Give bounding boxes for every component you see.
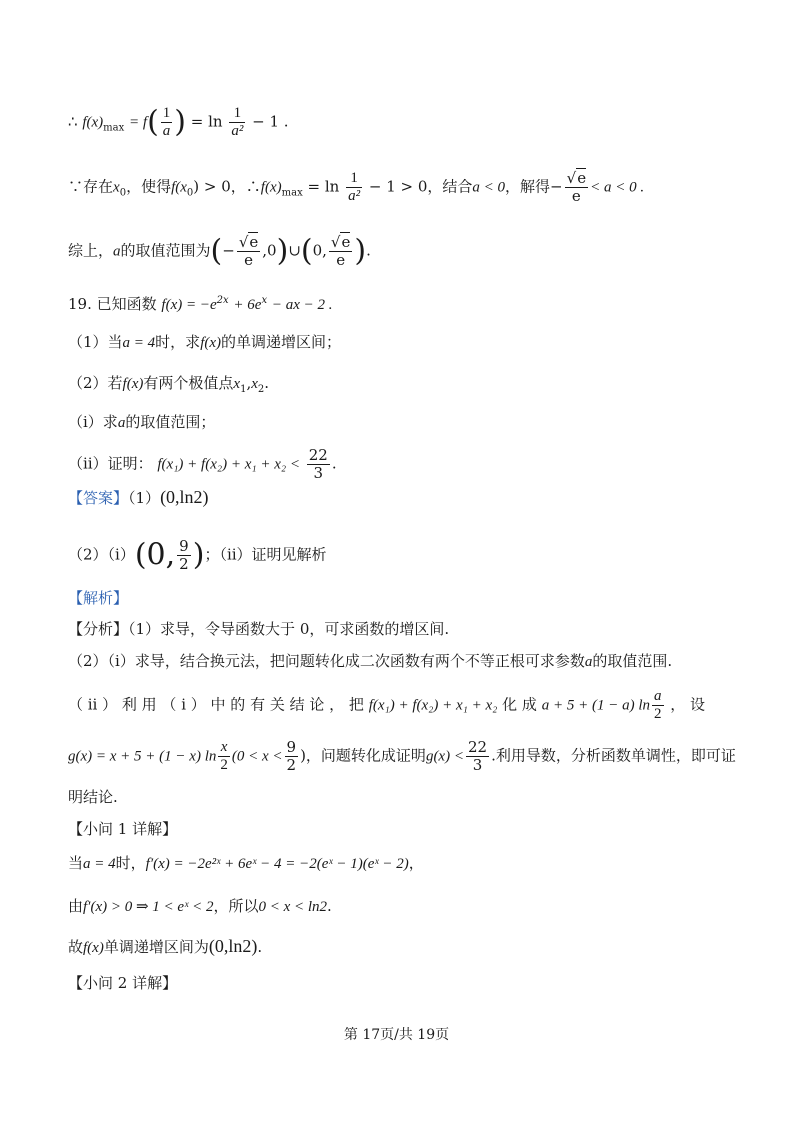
comma-zero: ,0 — [262, 241, 277, 260]
conclude-text: 明结论. — [68, 788, 118, 806]
x2: x — [251, 376, 258, 392]
line-part1-heading — [68, 818, 177, 840]
x0-sub: 0 — [119, 187, 127, 199]
gx-lt: g(x) < — [425, 748, 464, 765]
union-symbol: ∪ — [288, 241, 301, 260]
line-increasing-cond — [68, 895, 332, 918]
line-q1 — [68, 331, 341, 354]
var-a-2: a — [117, 415, 126, 431]
fx-3: f(x) — [83, 940, 104, 956]
zero-comma: 0, — [312, 241, 327, 260]
answer-1-interval: (0,ln2) — [160, 487, 209, 507]
q2i-text: 的取值范围； — [125, 413, 216, 431]
minus-one: − 1 . — [252, 112, 289, 131]
line-q2ii — [68, 447, 337, 482]
fenxi-2ii-text: （ ⅱ ） 利 用 （ ⅰ ） 中 的 有 关 结 论 ， 把 — [68, 695, 364, 714]
eq-ln-2: = ln — [307, 177, 340, 196]
line-conclusion-range: 综上，a的取值范围为(− $\frac{√e}{e}$ ,0)∪(0, $\frac{√e}{e}$ ). — [68, 233, 371, 269]
line-fenxi — [68, 618, 449, 640]
increasing-expr: f′(x) > 0 ⇒ 1 < eˣ < 2 — [83, 899, 214, 915]
line-fenxi-2ii — [68, 688, 705, 723]
period-3: . — [331, 454, 337, 473]
q2i-label: （ⅰ）求 — [68, 413, 118, 431]
frac-22-3-b: $\frac{22}{3}$ — [467, 738, 488, 774]
cond-a-neg: a < 0 — [472, 179, 506, 196]
line-derivative — [68, 852, 424, 875]
fenxi-2i-text: （2）（ⅰ）求导，结合换元法，把问题转化成二次函数有两个不等正根可求参数 — [68, 652, 585, 670]
eq-ln: = ln — [190, 112, 223, 131]
so-text: ，所以 — [213, 897, 259, 915]
therefore-text: ，∴ — [230, 177, 261, 196]
q1-ask: 的单调递增区间； — [221, 333, 342, 351]
frac-9-2: $\frac{9}{2}$ — [179, 537, 189, 573]
x1-sub: 1 — [240, 384, 247, 395]
frac-one-over-a2-b: $\frac{1}{\text{a²}}$ — [348, 170, 361, 204]
line-part2-heading — [68, 972, 177, 994]
line-fenxi-2i — [68, 650, 672, 673]
neg-sign: − — [550, 177, 563, 196]
fmax-expr: f(x) — [82, 114, 104, 131]
interval-answer: (0,ln2) — [208, 936, 258, 956]
text-combine: ，结合 — [427, 177, 473, 196]
interval-close: ) — [192, 537, 205, 573]
var-a: a — [113, 243, 121, 260]
text-solve: ，解得 — [505, 177, 551, 196]
q2ii-label: （ⅱ）证明： — [68, 454, 153, 473]
let-text: ， 设 — [670, 695, 706, 714]
q1-label: （1）当 — [68, 333, 123, 351]
range-close: ) — [300, 746, 306, 765]
answer-1-label: （1） — [128, 489, 161, 507]
interval-text: 单调递增区间为 — [103, 938, 209, 956]
fenxi-text: （1）求导，令导函数大于 0，可求函数的增区间. — [128, 620, 450, 638]
answer-2-label: （2）（ⅰ） — [68, 545, 135, 564]
q1-text: 时，求 — [155, 333, 201, 351]
time-text: 时， — [115, 854, 146, 872]
frac-9-2-b: $\frac{9}{2}$ — [286, 738, 297, 774]
line-conclude — [68, 786, 118, 808]
derivative-expr: f′(x) = −2e²ˣ + 6eˣ − 4 = −2(eˣ − 1)(eˣ − 2) — [145, 856, 409, 872]
fenxi-tag: 【分析】 — [68, 620, 129, 638]
fx-2: f(x) — [122, 376, 144, 392]
x2-sub: 2 — [257, 384, 265, 395]
x1: x — [233, 376, 241, 392]
fx-def-part1: f(x) = −e — [161, 297, 217, 313]
fx-def-part3: − ax − 2 . — [271, 297, 333, 313]
fx: f(x) — [200, 335, 222, 351]
sum-expr: f(x₁) + f(x₂) + x₁ + x₂ < — [157, 456, 300, 473]
comma: , — [246, 374, 252, 392]
hence-text: 故 — [68, 938, 84, 956]
period: . — [366, 241, 371, 260]
line-q2 — [68, 372, 269, 401]
x-range: 0 < x < ln2 — [258, 899, 328, 915]
line-gx-def — [68, 739, 736, 774]
part2-heading: 【小问 2 详解】 — [68, 974, 178, 992]
cond-a-4-b: a = 4 — [83, 856, 116, 872]
answer-2-text: ；（ⅱ）证明见解析 — [204, 545, 327, 564]
frac-one-over-a2: $\frac{1}{\text{a²}}$ — [231, 105, 244, 139]
analysis-tag: 【解析】 — [68, 589, 129, 607]
q19-label: 19. 已知函数 — [68, 295, 157, 313]
max-sub-2: max — [281, 187, 303, 199]
prove-text: ，问题转化成证明 — [305, 746, 426, 765]
comma-2: ， — [408, 854, 424, 872]
fmax-expr-2: f(x) — [260, 179, 282, 196]
gt-zero: − 1 > 0 — [368, 177, 428, 196]
text-summary: 综上， — [68, 241, 114, 260]
fx0-tail: ) > 0 — [193, 177, 231, 196]
period-5: . — [257, 938, 263, 956]
interval-open: (0, — [134, 537, 176, 573]
line-fmax-value: ∴ $f(x)_{max} = f$( $\frac{1}{a}$ ) = ln $\frac{1}{\text{a²}}$ − 1 . — [68, 104, 289, 140]
var-a-3: a — [584, 654, 593, 670]
gx-expr: g(x) = x + 5 + (1 − x) ln — [68, 748, 217, 765]
fenxi-2i-tail: 的取值范围. — [592, 652, 673, 670]
frac-x-2: $\frac{x}{2}$ — [220, 739, 228, 773]
q2-text: 有两个极值点 — [143, 374, 234, 392]
fx0-sub: 0 — [186, 187, 194, 199]
page-footer: 第 17页/共 19页 — [343, 1027, 450, 1043]
line-analysis-tag — [68, 587, 128, 609]
exp-x: x — [261, 295, 268, 306]
frac-a-2: $\frac{a}{2}$ — [654, 688, 662, 722]
therefore-symbol: ∴ — [68, 112, 78, 131]
fx0-expr: f(x — [171, 179, 187, 196]
frac-22-3: $\frac{22}{3}$ — [308, 446, 328, 482]
line-q19-statement — [68, 290, 333, 316]
because-text: ∵存在 — [68, 177, 114, 196]
line-answer-2 — [68, 538, 327, 573]
fx-def-part2: + 6e — [233, 297, 262, 313]
range-a: < a < 0 . — [590, 179, 645, 196]
a-expr: a + 5 + (1 − a) ln — [541, 697, 650, 714]
exp-2x: 2x — [216, 295, 229, 306]
line-q2i — [68, 411, 215, 434]
part1-heading: 【小问 1 详解】 — [68, 820, 178, 838]
line-exists-x0 — [68, 170, 644, 205]
period-4: . — [327, 897, 332, 915]
x0-var: x — [113, 179, 120, 196]
eq-f: = f — [129, 114, 148, 131]
cond-a-4: a = 4 — [122, 335, 156, 351]
neg-sign-2: − — [222, 241, 235, 260]
line-increasing-interval — [68, 935, 262, 959]
frac-sqrt-e-2: $\frac{√e}{e}$ — [330, 233, 351, 269]
line-answer-1 — [68, 486, 209, 509]
range-open: (0 < x < — [231, 748, 283, 765]
text-range-is: 的取值范围为 — [120, 241, 211, 260]
derivative-text: .利用导数，分析函数单调性，即可证 — [491, 746, 736, 765]
answer-tag: 【答案】 — [68, 489, 129, 507]
max-subscript: max — [103, 122, 125, 134]
text-such-that: ，使得 — [126, 177, 172, 196]
when-text: 当 — [68, 854, 84, 872]
frac-sqrt-e-1: $\frac{√e}{e}$ — [238, 233, 259, 269]
sum-expr-2: f(x₁) + f(x₂) + x₁ + x₂ — [368, 697, 498, 714]
frac-one-over-a: $\frac{1}{a}$ — [162, 105, 171, 139]
from-text: 由 — [68, 897, 84, 915]
period-2: . — [264, 374, 270, 392]
q2-label: （2）若 — [68, 374, 123, 392]
convert-text: 化 成 — [502, 695, 537, 714]
frac-sqrt-e-over-e: $\frac{√e}{e}$ — [566, 169, 587, 205]
